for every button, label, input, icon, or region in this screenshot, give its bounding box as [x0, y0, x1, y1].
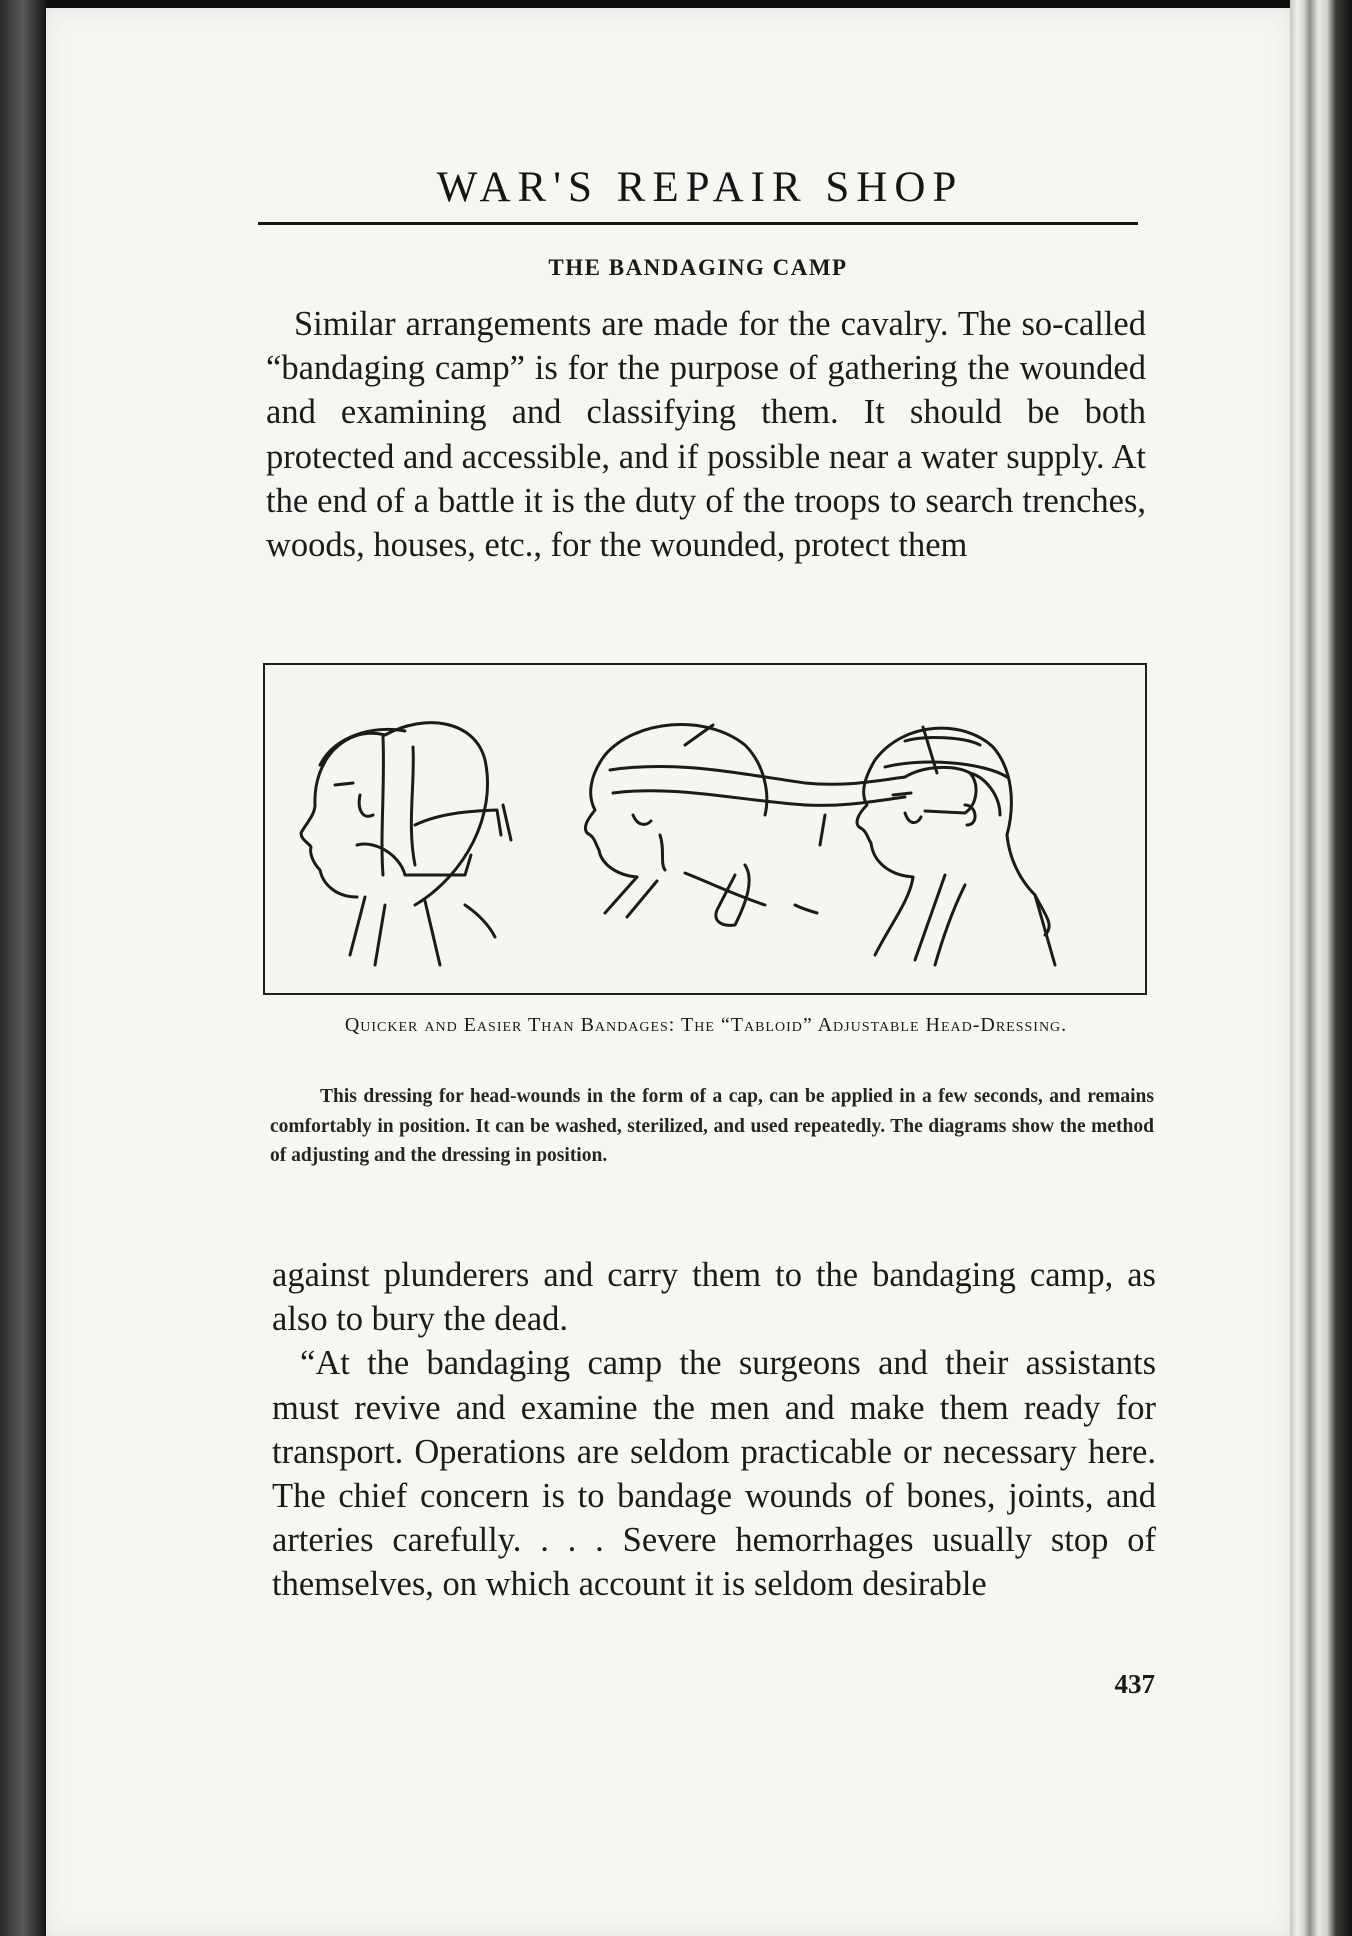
page-number: 437: [1114, 1669, 1155, 1699]
continued-text: [272, 1253, 1156, 1607]
paragraph-2: against plunderers and carry them to the bandaging camp, as also to bury the dead.: [272, 1256, 1156, 1339]
running-head-rule: [258, 222, 1138, 225]
scan-border-top: [0, 0, 1352, 8]
running-head: WAR'S REPAIR SHOP: [436, 164, 964, 211]
scan-border-left: [0, 0, 46, 1936]
section-title: THE BANDAGING CAMP: [548, 255, 848, 280]
figure-caption-title: Quicker and Easier Than Bandages: The “Tabloid” Adjustable Head-Dressing.: [344, 1014, 1068, 1036]
figure-head-right: [857, 727, 1055, 965]
paragraph-3: “At the bandaging camp the surgeons and their assistants must revive and examine the men and make them ready for transport. Operations are seldom practicable or necessary here. The chief concern is to bandage wounds of bones, joints, and arteries carefully. . . . Severe hemorrhages usually stop of themselves, on which account it is seldom desirable: [272, 1344, 1156, 1604]
paragraph-1: Similar arrangements are made for the cavalry. The so-called “bandaging camp” is for the purpose of gathering the wounded and examining and classifying them. It should be both protected and accessible, and if possible near a water supply. At the end of a battle it is the duty of the troops to search trenches, woods, houses, etc., for the wounded, protect them: [266, 305, 1146, 565]
figure-caption-text: This dressing for head-wounds in the form of a cap, can be applied in a few seconds, and remains comfortably in position. It can be washed, sterilized, and used repeatedly. The diagrams show the method of adjusting and the dressing in position.: [270, 1086, 1154, 1166]
figure-illustration: [263, 663, 1147, 995]
page-stack-edge: [1290, 0, 1352, 1936]
head-dressing-drawing: [265, 665, 1145, 993]
figure-head-left: [301, 723, 511, 965]
